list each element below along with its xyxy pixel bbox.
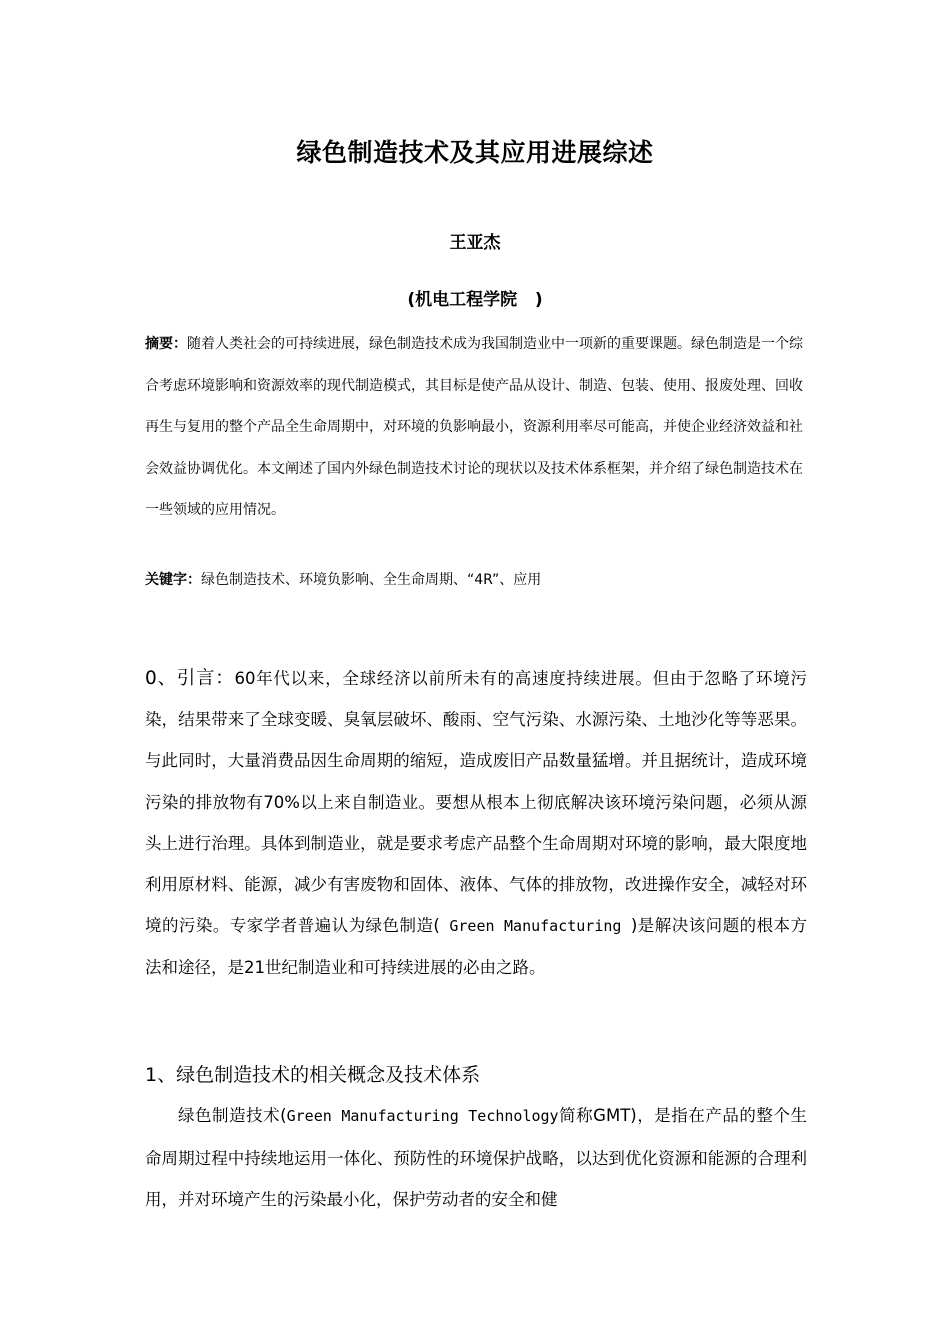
intro-section [145,658,807,989]
section-1-text-part-2: 简称GMT)，是指在产品的整个生命周期过程中持续地运用一体化、预防性的环境保护战略，以达到优化资源和能源的合理利用，并对环境产生的污染最小化，保护劳动者的安全和健 [145,1106,807,1209]
intro-text-part-1: 60年代以来，全球经济以前所未有的高速度持续进展。但由于忽略了环境污染，结果带来了全球变暖、臭氧层破坏、酸雨、空气污染、水源污染、土地沙化等等恶果。与此同时，大量消费品因生命周期的缩短，造成废旧产品数量猛增。并且据统计，造成环境污染的排放物有70%以上来自制造业。要想从根本上彻底解决该环境污染问题，必须从源头上进行治理。具体到制造业，就是要求考虑产品整个生命周期对环境的影响，最大限度地利用原材料、能源，减少有害废物和固体、液体、气体的排放物，改进操作安全，减轻对环境的污染。专家学者普遍认为绿色制造( [145,669,807,936]
paper-title: 绿色制造技术及其应用进展综述 [296,138,654,167]
keywords-text: 绿色制造技术、环境负影响、全生命周期、“4R”、应用 [201,572,542,588]
abstract-block [145,324,805,532]
intro-term: Green Manufacturing [439,917,631,936]
section-1-text-part-1: 绿色制造技术( [178,1106,287,1125]
abstract-label: 摘要： [145,336,187,352]
keywords-label: 关键字： [145,572,201,588]
keywords-block [145,568,805,592]
paper-author: 王亚杰 [449,233,501,253]
paper-affiliation: (机电工程学院 ) [407,290,543,310]
intro-text-part-2: )是解决该问题的根本方法和途径，是21世纪制造业和可持续进展的必由之路。 [145,916,807,978]
section-1-term: Green Manufacturing Technology [286,1107,559,1125]
section-1-heading: 1、绿色制造技术的相关概念及技术体系 [145,1064,481,1086]
abstract-text: 随着人类社会的可持续进展，绿色制造技术成为我国制造业中一项新的重要课题。绿色制造是一个综合考虑环境影响和资源效率的现代制造模式，其目标是使产品从设计、制造、包装、使用、报废处理、回收再生与复用的整个产品全生命周期中，对环境的负影响最小，资源利用率尽可能高，并使企业经济效益和社会效益协调优化。本文阐述了国内外绿色制造技术讨论的现状以及技术体系框架，并介绍了绿色制造技术在一些领域的应用情况。 [145,336,803,518]
section-1-body [145,1095,807,1221]
intro-heading: 0、引言： [145,668,235,689]
